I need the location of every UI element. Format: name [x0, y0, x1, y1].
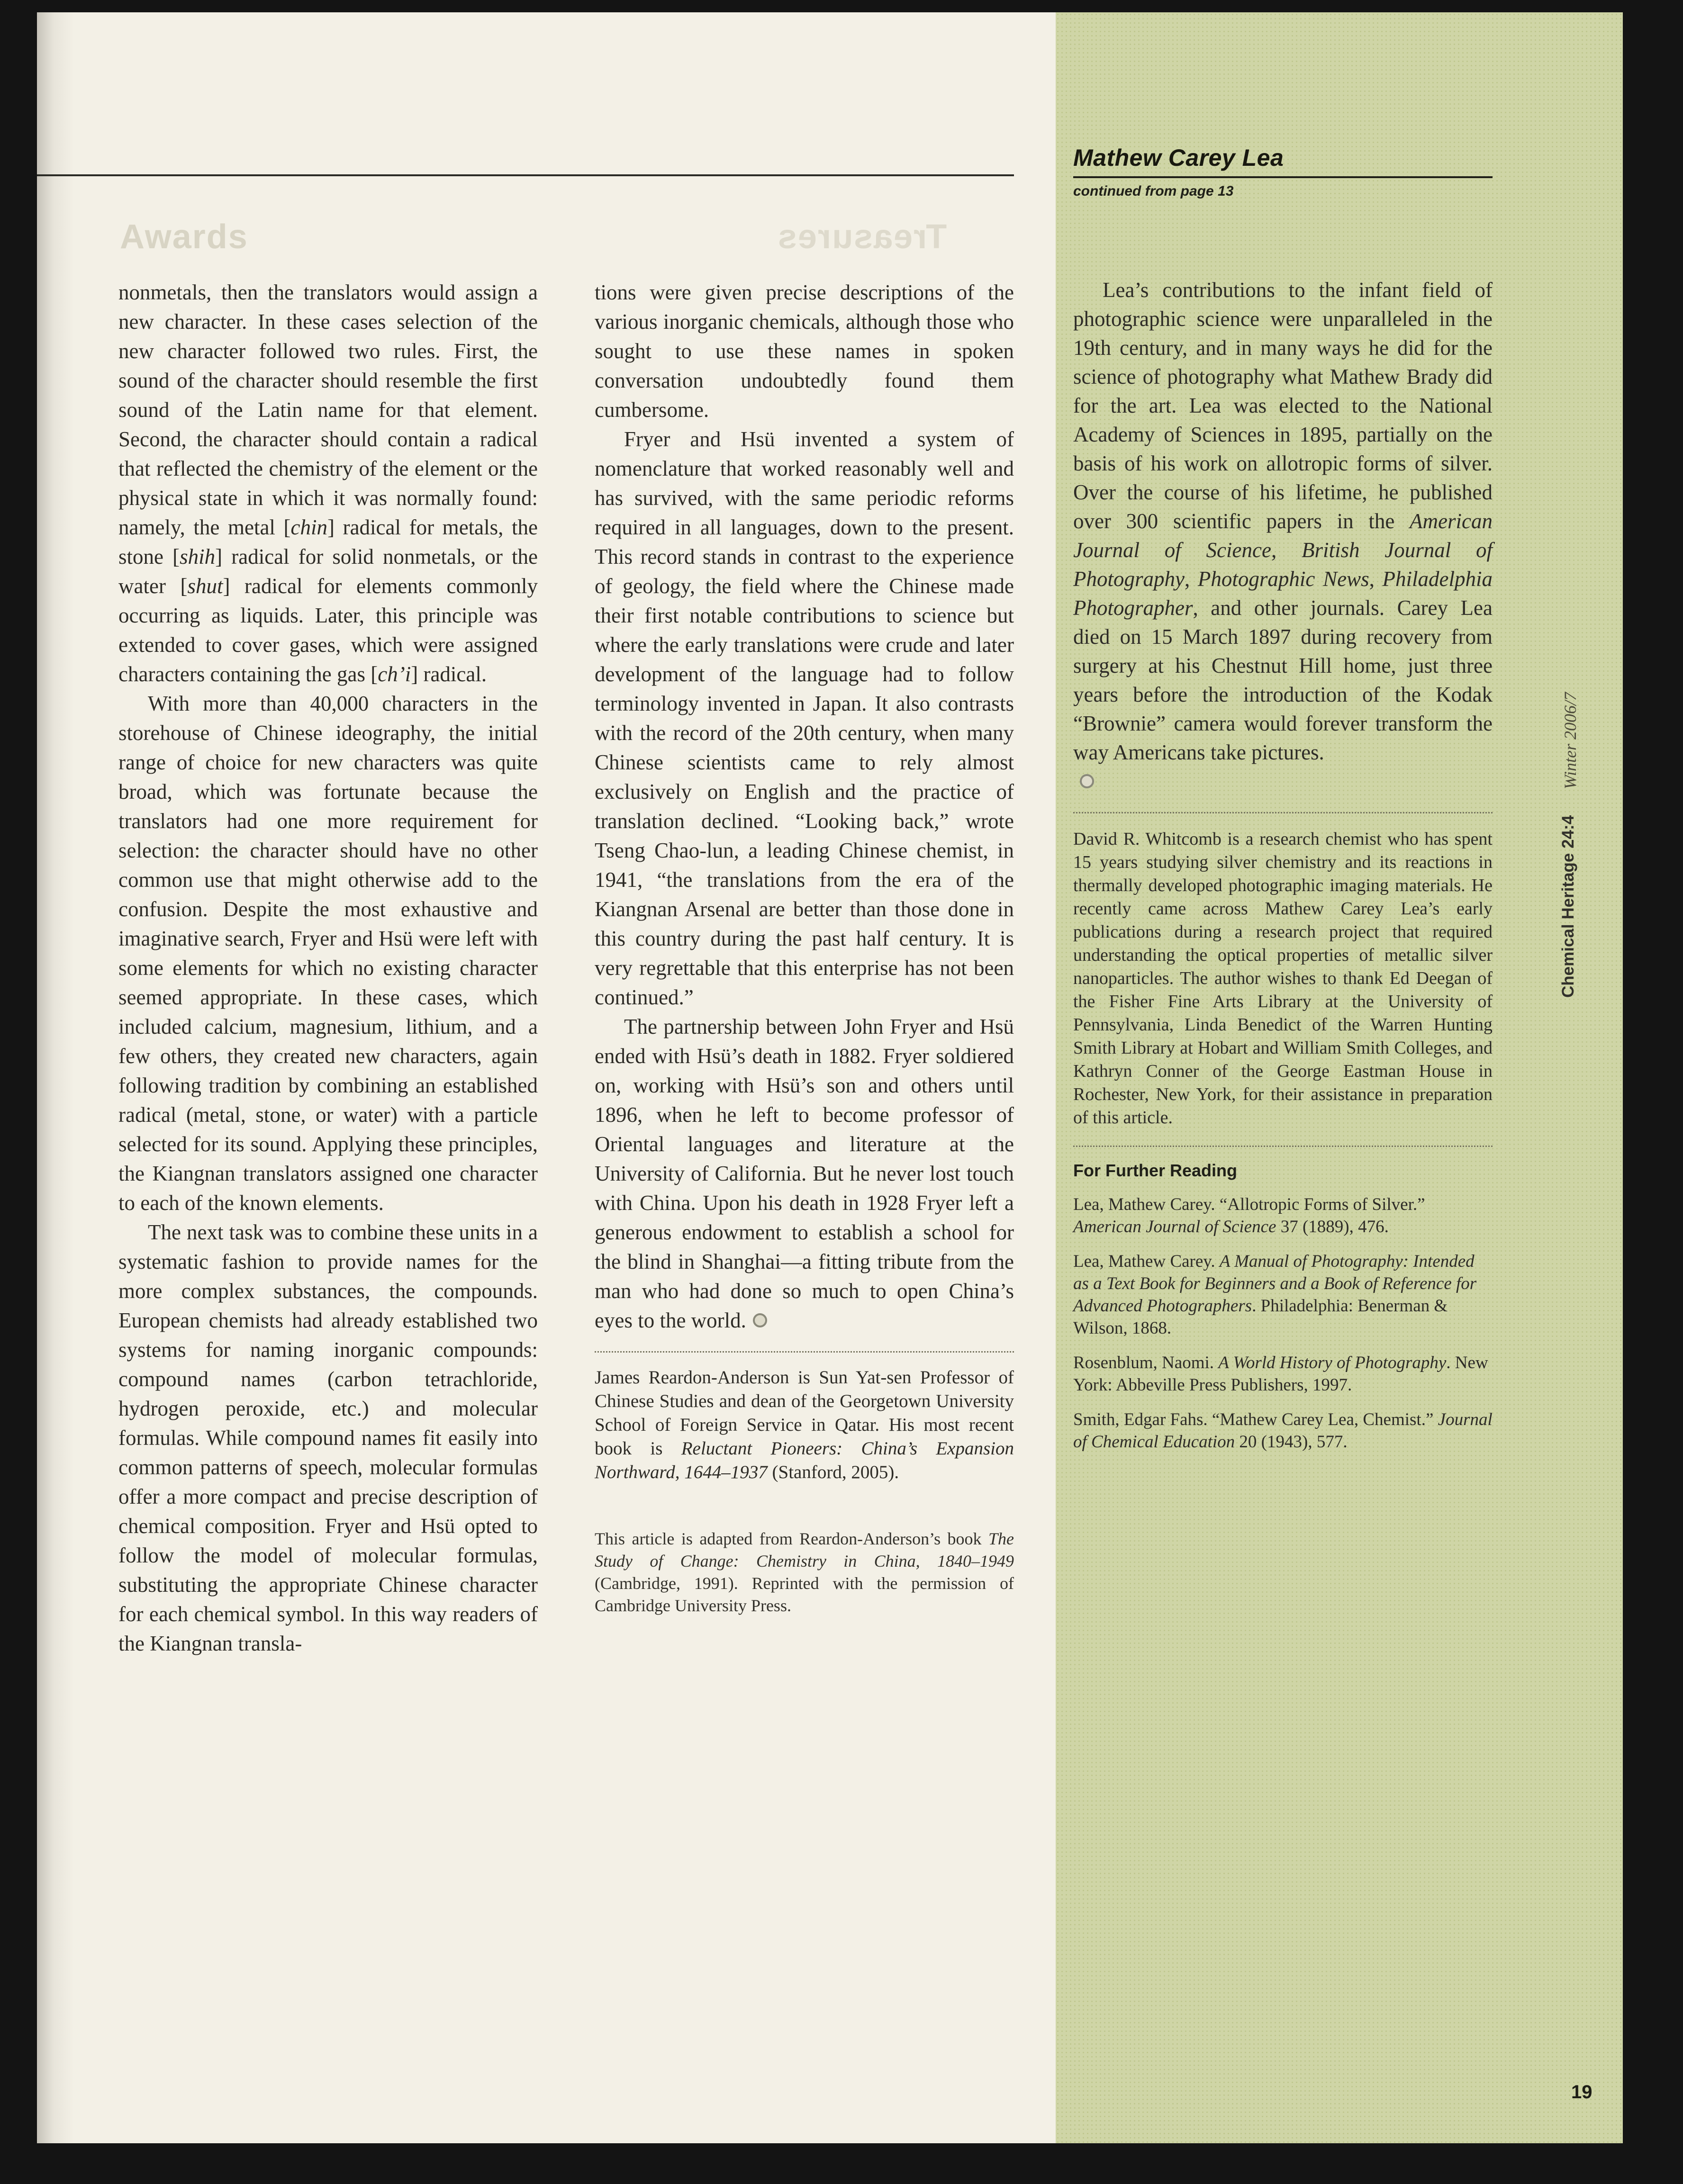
text-run: Journal of Chemical Education — [1073, 1410, 1493, 1452]
paragraph — [595, 278, 1014, 424]
text-run: ] radical for solid nonmetals, or the water [ — [118, 545, 538, 598]
text-run: , — [1369, 567, 1383, 591]
text-run: ] radical. — [411, 662, 487, 686]
text-run: ] radical for metals, the stone [ — [118, 515, 538, 569]
text-run: American Journal of Science — [1073, 509, 1493, 562]
article-column-1 — [118, 278, 538, 1658]
paragraph — [1073, 767, 1493, 796]
text-run: tions were given precise descriptions of the various inorganic chemicals, although those who sought to use these names in spoken conversation undoubtedly found them cumbersome. — [595, 280, 1014, 422]
text-run: This article is adapted from Reardon-Anderson’s book — [595, 1529, 988, 1548]
paragraph — [1073, 1408, 1493, 1453]
source-credit — [595, 1528, 1014, 1617]
sidebar-title: Mathew Carey Lea — [1073, 144, 1284, 171]
text-run: Lea’s contributions to the infant field of photographic science were unparalleled in the 19th century, and in many ways he did for the science of photography what Mathew Brady did for the art. Lea was elected to the National Academy of Sciences in 1895, partially on the basis of his work on allotropic forms of silver. Over the course of his lifetime, he published over 300 scientific papers in the — [1073, 278, 1493, 533]
text-run: Rosenblum, Naomi. — [1073, 1353, 1219, 1372]
showthrough-heading-mirrored: Treasures — [777, 218, 947, 256]
paragraph — [1073, 1193, 1493, 1238]
text-run: The next task was to combine these units in a systematic fashion to provide names for the more complex substances, the compounds. European chemists had already established two systems for naming inorganic compounds: compound names (carbon tetrachloride, hydrogen peroxide, etc.) and molecular formulas. While compound names fit easily into common patterns of speech, molecular formulas offer a more compact and precise description of chemical composition. Fryer and Hsü opted to follow the model of molecular formulas, substituting the appropriate Chinese character for each chemical symbol. In this way readers of the Kiangnan transla- — [118, 1220, 538, 1655]
text-run: 37 (1889), 476. — [1276, 1217, 1389, 1236]
further-reading-title: For Further Reading — [1073, 1161, 1238, 1180]
sidebar-article — [1073, 146, 1493, 1453]
paragraph — [595, 1366, 1014, 1484]
text-run: Photographic News — [1197, 567, 1369, 591]
sidebar-author-bio — [1073, 828, 1493, 1129]
text-run: American Journal of Science — [1073, 1217, 1276, 1236]
text-run: . Philadelphia: Benerman & Wilson, 1868. — [1073, 1296, 1448, 1338]
text-run: shut — [187, 574, 223, 598]
text-run: With more than 40,000 characters in the storehouse of Chinese ideography, the initial range of choice for new characters was quite broad, which was fortunate because the translators had one more requirement for selection: the character should have no other common use that might otherwise add to the confusion. Despite the most exhaustive and imaginative search, Fryer and Hsü were left with some elements for which no existing character seemed appropriate. In these cases, which included calcium, magnesium, lithium, and a few others, they created new characters, again following tradition by combining an established radical (metal, stone, or water) with a particle selected for its sound. Applying these principles, the Kiangnan translators assigned one character to each of the known elements. — [118, 692, 538, 1215]
text-run: ] radical for elements commonly occurring as liquids. Later, this principle was extended to cover gases, which were assigned characters containing the gas [ — [118, 574, 538, 686]
magazine-page — [37, 12, 1623, 2143]
paragraph — [1073, 276, 1493, 767]
text-run: Reluctant Pioneers: China’s Expansion Northward, 1644–1937 — [595, 1438, 1014, 1482]
text-run: The partnership between John Fryer and Hsü ended with Hsü’s death in 1882. Fryer soldiered on, working with Hsü’s son and others until 1896, when he left to become professor of Oriental languages and literature at the University of California. But he never lost touch with China. Upon his death in 1928 Fryer left a generous endowment to establish a school for the blind in Shanghai—a fitting tribute from the man who had done so much to open China’s eyes to the world. — [595, 1015, 1014, 1332]
spine-journal-label: Chemical Heritage 24:4 — [1559, 815, 1577, 998]
text-run: British Journal of Photography — [1073, 538, 1493, 591]
text-run: ch’i — [378, 662, 411, 686]
text-run: Lea, Mathew Carey. “Allotropic Forms of Silver.” — [1073, 1195, 1425, 1214]
end-of-article-icon — [1080, 774, 1094, 788]
article-column-2 — [595, 278, 1014, 1617]
text-run: A Manual of Photography: Intended as a Text Book for Beginners and a Book of Reference for Advanced Photographers — [1073, 1252, 1477, 1316]
text-run: Lea, Mathew Carey. — [1073, 1252, 1220, 1271]
paragraph — [595, 1012, 1014, 1335]
spine-issue-label: Winter 2006/7 — [1561, 692, 1580, 789]
paragraph — [1073, 1352, 1493, 1396]
paragraph — [118, 278, 538, 689]
page-spine-shadow — [37, 12, 74, 2143]
showthrough-heading-left: Awards — [120, 218, 248, 256]
end-of-article-icon — [753, 1313, 767, 1327]
text-run: shih — [180, 545, 216, 569]
text-run: . New York: Abbeville Press Publishers, 1997. — [1073, 1353, 1488, 1395]
text-run: , and other journals. Carey Lea died on 15 March 1897 during recovery from surgery at his Chestnut Hill home, just three years before the introduction of the Kodak “Brownie” camera would forever transform the way Americans take pictures. — [1073, 596, 1493, 764]
page-number: 19 — [1571, 2082, 1593, 2103]
paragraph — [595, 1528, 1014, 1617]
paragraph — [118, 689, 538, 1218]
text-run: nonmetals, then the translators would assign a new character. In these cases selection of the new character followed two rules. First, the sound of the character should resemble the first sound of the Latin name for that element. Second, the character should contain a radical that reflected the chemistry of the element or the physical state in which it was normally found: namely, the metal [ — [118, 280, 538, 539]
divider-dotted — [1073, 1146, 1493, 1147]
text-run: , — [1271, 538, 1302, 562]
text-run: , — [1184, 567, 1198, 591]
divider-dotted — [1073, 812, 1493, 813]
divider-dotted — [595, 1351, 1014, 1353]
continued-note: continued from page 13 — [1073, 183, 1234, 199]
text-run: (Stanford, 2005). — [767, 1462, 899, 1482]
paragraph — [1073, 1250, 1493, 1339]
text-run: Philadelphia Photographer — [1073, 567, 1493, 620]
paragraph — [118, 1218, 538, 1658]
text-run: A World History of Photography — [1218, 1353, 1447, 1372]
text-run: Fryer and Hsü invented a system of nomenclature that worked reasonably well and has survived, with the same periodic reforms required in all languages, down to the present. This record stands in contrast to the experience of geology, the field where the Chinese made their first notable contributions to science but where the early translations were crude and later development of the language had to follow terminology invented in Japan. It also contrasts with the record of the 20th century, when many Chinese scientists came to rely almost exclusively on English and the practice of translation declined. “Looking back,” wrote Tseng Chao-lun, a leading Chinese chemist, in 1941, “the translations from the era of the Kiangnan Arsenal are better than those done in this country during the past half century. It is very regrettable that this enterprise has not been continued.” — [595, 427, 1014, 1009]
column-2-body — [595, 278, 1014, 1335]
text-run: 20 (1943), 577. — [1235, 1432, 1348, 1452]
sidebar-body — [1073, 276, 1493, 796]
paragraph — [595, 424, 1014, 1012]
text-run: James Reardon-Anderson is Sun Yat-sen Professor of Chinese Studies and dean of the Georgetown University School of Foreign Service in Qatar. His most recent book is — [595, 1367, 1014, 1459]
text-run: David R. Whitcomb is a research chemist who has spent 15 years studying silver chemistry and its reactions in thermally developed photographic imaging materials. He recently came across Mathew Carey Lea’s early publications during a research project that required understanding the optical properties of metallic silver nanoparticles. The author wishes to thank Ed Deegan of the Fisher Fine Arts Library at the University of Pennsylvania, Linda Benedict of the Warren Hunting Smith Library at Hobart and William Smith Colleges, and Kathryn Conner of the George Eastman House in Rochester, New York, for their assistance in preparation of this article. — [1073, 829, 1493, 1128]
text-run: The Study of Change: Chemistry in China, 1840–1949 — [595, 1529, 1014, 1570]
author-bio — [595, 1366, 1014, 1484]
paragraph — [1073, 828, 1493, 1129]
text-run: (Cambridge, 1991). Reprinted with the permission of Cambridge University Press. — [595, 1574, 1014, 1615]
text-run: Smith, Edgar Fahs. “Mathew Carey Lea, Chemist.” — [1073, 1410, 1438, 1429]
reference-list — [1073, 1193, 1493, 1453]
text-run: chin — [290, 515, 327, 539]
header-rule — [37, 174, 1014, 176]
sidebar-title-rule — [1073, 176, 1493, 178]
